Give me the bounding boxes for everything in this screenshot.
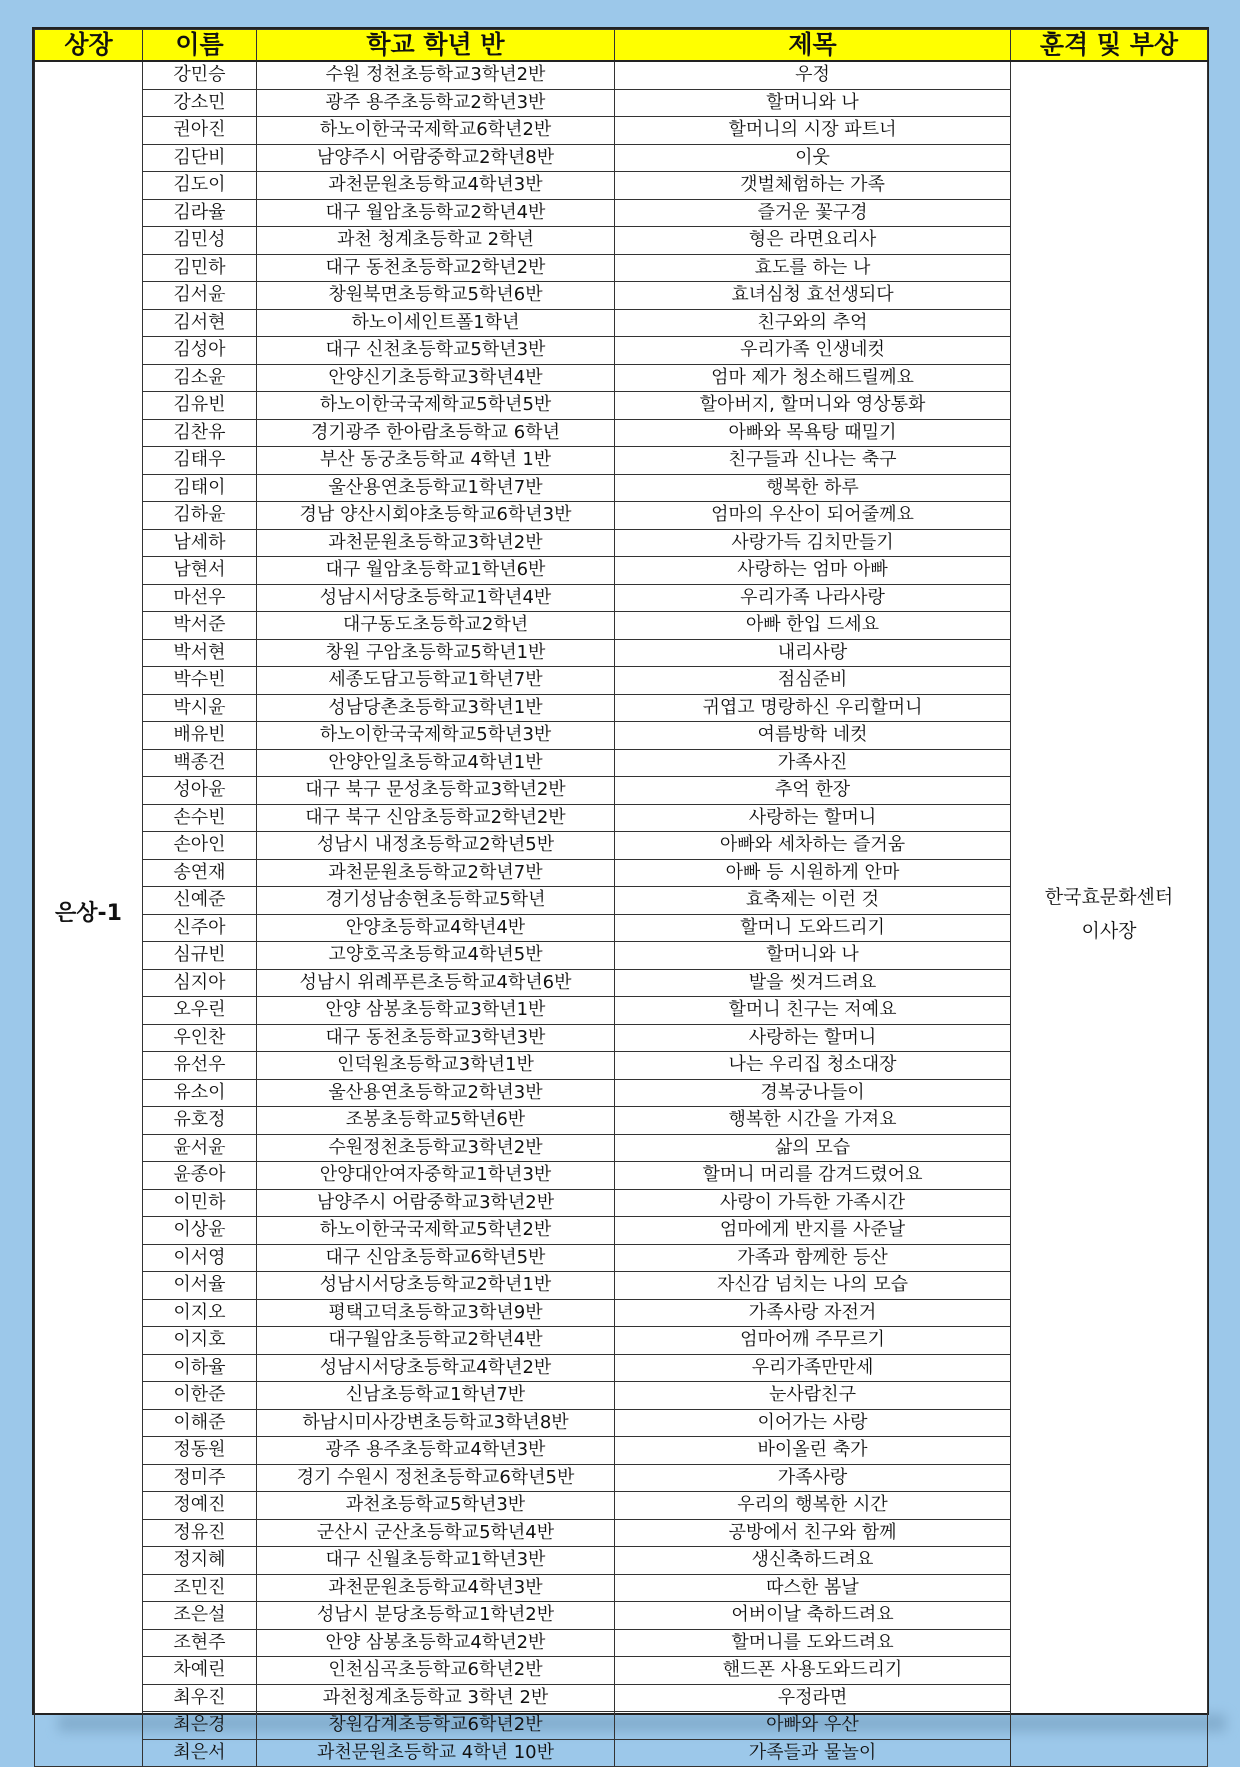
name-cell: 김서현 [143,309,257,337]
school-cell: 경남 양산시회야초등학교6학년3반 [257,502,615,530]
title-cell: 자신감 넘치는 나의 모습 [615,1272,1011,1300]
title-cell: 발을 씻겨드려요 [615,969,1011,997]
name-cell: 권아진 [143,117,257,145]
title-cell: 가족사랑 자전거 [615,1299,1011,1327]
title-cell: 이웃 [615,144,1011,172]
name-cell: 이지오 [143,1299,257,1327]
school-cell: 성남시 분당초등학교1학년2반 [257,1602,615,1630]
name-cell: 윤서윤 [143,1134,257,1162]
title-cell: 사랑이 가득한 가족시간 [615,1189,1011,1217]
title-cell: 엄마의 우산이 되어줄께요 [615,502,1011,530]
school-cell: 과천문원초등학교4학년3반 [257,172,615,200]
title-cell: 할머니의 시장 파트너 [615,117,1011,145]
title-cell: 여름방학 네컷 [615,722,1011,750]
name-cell: 우인찬 [143,1024,257,1052]
school-cell: 창원북면초등학교5학년6반 [257,282,615,310]
name-cell: 김성아 [143,337,257,365]
title-cell: 엄마어깨 주무르기 [615,1327,1011,1355]
school-cell: 대구 월암초등학교1학년6반 [257,557,615,585]
school-cell: 과천문원초등학교3학년2반 [257,529,615,557]
title-cell: 눈사람친구 [615,1382,1011,1410]
title-cell: 할머니를 도와드려요 [615,1629,1011,1657]
name-cell: 유선우 [143,1052,257,1080]
name-cell: 정미주 [143,1464,257,1492]
name-cell: 유소이 [143,1079,257,1107]
school-cell: 성남시서당초등학교2학년1반 [257,1272,615,1300]
name-cell: 이해준 [143,1409,257,1437]
school-cell: 신남초등학교1학년7반 [257,1382,615,1410]
title-cell: 사랑하는 할머니 [615,804,1011,832]
school-cell: 대구 북구 신암초등학교2학년2반 [257,804,615,832]
school-cell: 대구 동천초등학교3학년3반 [257,1024,615,1052]
name-cell: 정예진 [143,1492,257,1520]
name-cell: 성아윤 [143,777,257,805]
school-cell: 울산용연초등학교1학년7반 [257,474,615,502]
school-cell: 남양주시 어람중학교3학년2반 [257,1189,615,1217]
school-cell: 대구 신천초등학교5학년3반 [257,337,615,365]
title-cell: 우리의 행복한 시간 [615,1492,1011,1520]
title-cell: 엄마에게 반지를 사준날 [615,1217,1011,1245]
title-cell: 공방에서 친구와 함께 [615,1519,1011,1547]
title-cell: 삶의 모습 [615,1134,1011,1162]
title-cell: 아빠 한입 드세요 [615,612,1011,640]
school-cell: 경기성남송현초등학교5학년 [257,887,615,915]
title-cell: 할머니와 나 [615,89,1011,117]
name-cell: 신주아 [143,914,257,942]
name-cell: 백종건 [143,749,257,777]
school-cell: 대구 신월초등학교1학년3반 [257,1547,615,1575]
school-cell: 과천청계초등학교 3학년 2반 [257,1684,615,1712]
school-cell: 하남시미사강변초등학교3학년8반 [257,1409,615,1437]
title-cell: 할머니 도와드리기 [615,914,1011,942]
title-cell: 할머니 친구는 저예요 [615,997,1011,1025]
header-title: 제목 [615,30,1011,62]
title-cell: 아빠와 우산 [615,1712,1011,1740]
title-cell: 할머니와 나 [615,942,1011,970]
title-cell: 귀엽고 명랑하신 우리할머니 [615,694,1011,722]
name-cell: 최은서 [143,1739,257,1767]
sponsor-organization: 한국효문화센터 [1044,886,1174,908]
school-cell: 안양 삼봉초등학교3학년1반 [257,997,615,1025]
school-cell: 안양초등학교4학년4반 [257,914,615,942]
name-cell: 김하윤 [143,502,257,530]
name-cell: 이민하 [143,1189,257,1217]
name-cell: 송연재 [143,859,257,887]
title-cell: 즐거운 꽃구경 [615,199,1011,227]
name-cell: 심규빈 [143,942,257,970]
name-cell: 정동원 [143,1437,257,1465]
school-cell: 경기 수원시 정천초등학교6학년5반 [257,1464,615,1492]
header-award: 상장 [35,30,143,62]
title-cell: 친구들과 신나는 축구 [615,447,1011,475]
school-cell: 하노이세인트폴1학년 [257,309,615,337]
header-school: 학교 학년 반 [257,30,615,62]
name-cell: 유호정 [143,1107,257,1135]
title-cell: 핸드폰 사용도와드리기 [615,1657,1011,1685]
title-cell: 아빠 등 시원하게 안마 [615,859,1011,887]
name-cell: 마선우 [143,584,257,612]
title-cell: 이어가는 사랑 [615,1409,1011,1437]
school-cell: 조봉초등학교5학년6반 [257,1107,615,1135]
name-cell: 강소민 [143,89,257,117]
award-list-sheet [32,27,1209,1763]
title-cell: 형은 라면요리사 [615,227,1011,255]
title-cell: 생신축하드려요 [615,1547,1011,1575]
school-cell: 광주 용주초등학교2학년3반 [257,89,615,117]
school-cell: 성남시서당초등학교1학년4반 [257,584,615,612]
title-cell: 가족들과 물놀이 [615,1739,1011,1767]
title-cell: 사랑하는 엄마 아빠 [615,557,1011,585]
title-cell: 우정 [615,61,1011,89]
name-cell: 김서윤 [143,282,257,310]
name-cell: 조현주 [143,1629,257,1657]
name-cell: 김민하 [143,254,257,282]
title-cell: 사랑하는 할머니 [615,1024,1011,1052]
school-cell: 대구동도초등학교2학년 [257,612,615,640]
school-cell: 과천 청계초등학교 2학년 [257,227,615,255]
sponsor-position: 이사장 [1081,920,1137,942]
school-cell: 창원 구암초등학교5학년1반 [257,639,615,667]
name-cell: 남현서 [143,557,257,585]
name-cell: 오우린 [143,997,257,1025]
name-cell: 김도이 [143,172,257,200]
name-cell: 이상윤 [143,1217,257,1245]
name-cell: 김유빈 [143,392,257,420]
school-cell: 인덕원초등학교3학년1반 [257,1052,615,1080]
table-row [35,61,1208,89]
title-cell: 아빠와 세차하는 즐거움 [615,832,1011,860]
header-name: 이름 [143,30,257,62]
name-cell: 정유진 [143,1519,257,1547]
name-cell: 김라율 [143,199,257,227]
name-cell: 김단비 [143,144,257,172]
name-cell: 이서영 [143,1244,257,1272]
school-cell: 광주 용주초등학교4학년3반 [257,1437,615,1465]
title-cell: 가족사진 [615,749,1011,777]
name-cell: 김태이 [143,474,257,502]
school-cell: 세종도담고등학교1학년7반 [257,667,615,695]
school-cell: 대구월암초등학교2학년4반 [257,1327,615,1355]
title-cell: 행복한 시간을 가져요 [615,1107,1011,1135]
school-cell: 울산용연초등학교2학년3반 [257,1079,615,1107]
title-cell: 행복한 하루 [615,474,1011,502]
name-cell: 이한준 [143,1382,257,1410]
school-cell: 군산시 군산초등학교5학년4반 [257,1519,615,1547]
title-cell: 추억 한장 [615,777,1011,805]
title-cell: 내리사랑 [615,639,1011,667]
school-cell: 성남당촌초등학교3학년1반 [257,694,615,722]
school-cell: 창원감계초등학교6학년2반 [257,1712,615,1740]
title-cell: 우정라면 [615,1684,1011,1712]
name-cell: 박수빈 [143,667,257,695]
name-cell: 최우진 [143,1684,257,1712]
name-cell: 이서율 [143,1272,257,1300]
name-cell: 윤종아 [143,1162,257,1190]
name-cell: 이하율 [143,1354,257,1382]
title-cell: 가족과 함께한 등산 [615,1244,1011,1272]
title-cell: 따스한 봄날 [615,1574,1011,1602]
table-body [35,61,1208,1767]
title-cell: 효도를 하는 나 [615,254,1011,282]
school-cell: 대구 월암초등학교2학년4반 [257,199,615,227]
header-row [35,30,1208,62]
title-cell: 할머니 머리를 감겨드렸어요 [615,1162,1011,1190]
name-cell: 배유빈 [143,722,257,750]
award-grade-cell: 은상-1 [35,61,143,1767]
title-cell: 효녀심청 효선생되다 [615,282,1011,310]
school-cell: 과천문원초등학교 4학년 10반 [257,1739,615,1767]
name-cell: 박서현 [143,639,257,667]
school-cell: 하노이한국국제학교6학년2반 [257,117,615,145]
school-cell: 남양주시 어람중학교2학년8반 [257,144,615,172]
award-table [34,29,1208,1767]
title-cell: 바이올린 축가 [615,1437,1011,1465]
header-sponsor: 훈격 및 부상 [1011,30,1208,62]
school-cell: 성남시 내정초등학교2학년5반 [257,832,615,860]
name-cell: 차예린 [143,1657,257,1685]
school-cell: 인천심곡초등학교6학년2반 [257,1657,615,1685]
name-cell: 손아인 [143,832,257,860]
school-cell: 수원 정천초등학교3학년2반 [257,61,615,89]
school-cell: 고양호곡초등학교4학년5반 [257,942,615,970]
title-cell: 나는 우리집 청소대장 [615,1052,1011,1080]
school-cell: 안양신기초등학교3학년4반 [257,364,615,392]
name-cell: 김소윤 [143,364,257,392]
title-cell: 경복궁나들이 [615,1079,1011,1107]
school-cell: 대구 신암초등학교6학년5반 [257,1244,615,1272]
school-cell: 안양대안여자중학교1학년3반 [257,1162,615,1190]
sponsor-cell [1011,61,1208,1767]
title-cell: 가족사랑 [615,1464,1011,1492]
school-cell: 성남시 위례푸른초등학교4학년6반 [257,969,615,997]
school-cell: 하노이한국국제학교5학년3반 [257,722,615,750]
title-cell: 엄마 제가 청소해드릴께요 [615,364,1011,392]
school-cell: 대구 북구 문성초등학교3학년2반 [257,777,615,805]
name-cell: 남세하 [143,529,257,557]
title-cell: 사랑가득 김치만들기 [615,529,1011,557]
school-cell: 과천문원초등학교2학년7반 [257,859,615,887]
school-cell: 과천문원초등학교4학년3반 [257,1574,615,1602]
school-cell: 과천초등학교5학년3반 [257,1492,615,1520]
school-cell: 평택고덕초등학교3학년9반 [257,1299,615,1327]
name-cell: 이지호 [143,1327,257,1355]
title-cell: 우리가족 인생네컷 [615,337,1011,365]
name-cell: 정지혜 [143,1547,257,1575]
school-cell: 안양 삼봉초등학교4학년2반 [257,1629,615,1657]
name-cell: 박시윤 [143,694,257,722]
name-cell: 조민진 [143,1574,257,1602]
school-cell: 대구 동천초등학교2학년2반 [257,254,615,282]
name-cell: 심지아 [143,969,257,997]
name-cell: 김찬유 [143,419,257,447]
school-cell: 하노이한국국제학교5학년2반 [257,1217,615,1245]
title-cell: 아빠와 목욕탕 때밀기 [615,419,1011,447]
title-cell: 갯벌체험하는 가족 [615,172,1011,200]
name-cell: 손수빈 [143,804,257,832]
title-cell: 우리가족만만세 [615,1354,1011,1382]
name-cell: 김태우 [143,447,257,475]
name-cell: 신예준 [143,887,257,915]
title-cell: 우리가족 나라사랑 [615,584,1011,612]
school-cell: 경기광주 한아람초등학교 6학년 [257,419,615,447]
title-cell: 효축제는 이런 것 [615,887,1011,915]
school-cell: 수원정천초등학교3학년2반 [257,1134,615,1162]
school-cell: 하노이한국국제학교5학년5반 [257,392,615,420]
school-cell: 성남시서당초등학교4학년2반 [257,1354,615,1382]
title-cell: 점심준비 [615,667,1011,695]
name-cell: 김민성 [143,227,257,255]
name-cell: 박서준 [143,612,257,640]
name-cell: 조은설 [143,1602,257,1630]
title-cell: 어버이날 축하드려요 [615,1602,1011,1630]
name-cell: 강민승 [143,61,257,89]
school-cell: 부산 동궁초등학교 4학년 1반 [257,447,615,475]
name-cell: 최은경 [143,1712,257,1740]
school-cell: 안양안일초등학교4학년1반 [257,749,615,777]
title-cell: 친구와의 추억 [615,309,1011,337]
title-cell: 할아버지, 할머니와 영상통화 [615,392,1011,420]
